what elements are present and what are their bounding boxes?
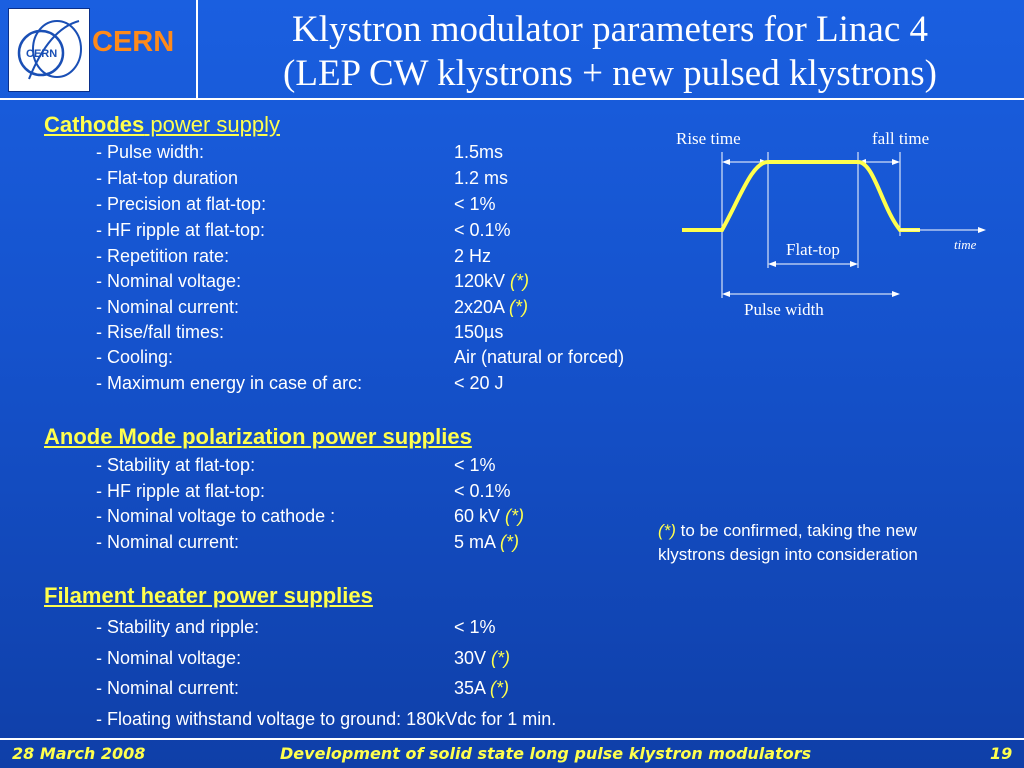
filament-row-value [454,678,509,699]
anode-row-value [454,506,524,527]
cathodes-row-value [454,347,624,368]
anode-heading: Anode Mode polarization power supplies [44,424,472,449]
anode-row-value [454,455,496,476]
anode-row-value-text: < 0.1% [454,481,511,501]
cathodes-row-value-text: 120kV [454,271,511,291]
rise-arrow-head-left [722,159,730,165]
cathodes-row-value-text: 150µs [454,322,504,342]
cathodes-row-value [454,297,528,318]
cathodes-row-value-text: < 1% [454,194,496,214]
rise-time-label: Rise time [676,129,741,148]
anode-row-label: - HF ripple at flat-top: [96,481,266,501]
footer-divider [0,738,1024,740]
fall-arrow-head-right [892,159,900,165]
cathodes-row [96,220,511,241]
slide-footer [0,738,1024,768]
filament-row [96,648,511,669]
filament-row-note: (*) [491,648,511,668]
cathodes-row [96,142,504,163]
cathodes-row-note: (*) [509,297,529,317]
org-name: CERN [92,26,175,58]
cathodes-row-value [454,246,491,267]
filament-row-value-text: 35A [454,678,491,698]
cathodes-row-value-text: 1.2 ms [454,168,509,188]
cathodes-row-value-text: 2 Hz [454,246,492,266]
footer-title: Development of solid state long pulse klystron modulators [280,744,812,763]
cathodes-row-label: - HF ripple at flat-top: [96,220,266,240]
cern-logo-icon [9,9,89,91]
cathodes-row-value [454,322,503,343]
filament-heading: Filament heater power supplies [44,583,373,608]
slide-header [0,0,1024,100]
cathodes-row [96,347,625,368]
cathodes-row-label: - Flat-top duration [96,168,239,188]
filament-row-value-text: 30V [454,648,492,668]
pulse-waveform [682,162,920,230]
header-divider-horizontal [0,98,1024,100]
cathodes-heading-bold: Cathodes [44,112,145,137]
cathodes-heading-rest: power supply [144,112,280,137]
pulse-width-arrow-head-right [892,291,900,297]
anode-row [96,481,511,502]
cathodes-row-value-text: 1.5ms [454,142,504,162]
cathodes-row-label: - Rise/fall times: [96,322,225,342]
cathodes-row-value-text: Air (natural or forced) [454,347,625,367]
cathodes-row-value [454,220,511,241]
flat-top-arrow-head-left [768,261,776,267]
pulse-width-label: Pulse width [744,300,824,319]
anode-row-value [454,532,519,553]
cathodes-row-note: (*) [510,271,530,291]
filament-row-label: - Stability and ripple: [96,617,260,637]
cathodes-row-value [454,271,529,292]
cathodes-row-value [454,194,496,215]
anode-row-note: (*) [505,506,525,526]
cathodes-row-value [454,142,503,163]
anode-row-value-text: < 1% [454,455,496,475]
cathodes-heading [44,112,280,138]
time-axis-label: time [954,237,977,252]
cathodes-row-value [454,168,508,189]
time-axis-arrow [978,227,986,233]
anode-row [96,506,525,527]
cathodes-row [96,373,504,394]
cathodes-row [96,168,509,189]
cathodes-row-label: - Maximum energy in case of arc: [96,373,363,393]
filament-row-label: - Nominal voltage: [96,648,242,668]
anode-row-label: - Nominal voltage to cathode : [96,506,336,526]
cathodes-row [96,271,530,292]
cathodes-row-label: - Cooling: [96,347,174,367]
header-divider-vertical [196,0,198,100]
anode-row-label: - Stability at flat-top: [96,455,256,475]
pulse-diagram [660,118,1000,328]
filament-row-note: (*) [490,678,510,698]
title-line-2: (LEP CW klystrons + new pulsed klystrons) [283,53,937,94]
title-line-1: Klystron modulator parameters for Linac 4 [292,9,928,50]
cathodes-row-label: - Pulse width: [96,142,205,162]
anode-row-value [454,481,511,502]
cathodes-row-label: - Nominal voltage: [96,271,242,291]
cathodes-row [96,194,496,215]
fall-time-label: fall time [872,129,930,148]
pulse-width-arrow-head-left [722,291,730,297]
cathodes-row-label: - Nominal current: [96,297,240,317]
flat-top-label: Flat-top [786,240,840,259]
cathodes-row-value [454,373,504,394]
cathodes-row-label: - Precision at flat-top: [96,194,267,214]
slide-title [200,8,1020,96]
filament-row-value-text: < 1% [454,617,496,637]
anode-row-note: (*) [500,532,520,552]
anode-row [96,532,520,553]
anode-row-value-text: 5 mA [454,532,501,552]
filament-row [96,678,510,699]
flat-top-arrow-head-right [850,261,858,267]
anode-row [96,455,496,476]
cathodes-row-value-text: < 20 J [454,373,504,393]
cathodes-row [96,297,529,318]
anode-row-value-text: 60 kV [454,506,506,526]
filament-row-value [454,617,496,638]
cern-logo [8,8,90,92]
cathodes-row-value-text: < 0.1% [454,220,511,240]
filament-row-value [454,648,510,669]
footnote-text: to be confirmed, taking the new klystrons design into consideration [658,521,918,564]
cathodes-row [96,322,504,343]
filament-row [96,617,496,638]
svg-text:CERN: CERN [26,48,58,60]
cathodes-row-value-text: 2x20A [454,297,510,317]
cathodes-row-label: - Repetition rate: [96,246,230,266]
footer-date: 28 March 2008 [12,744,146,763]
footnote [658,519,988,567]
filament-floating-row: - Floating withstand voltage to ground: 180kVdc for 1 min. [96,709,557,729]
footnote-marker: (*) [658,521,676,540]
cathodes-row [96,246,492,267]
filament-row-label: - Nominal current: [96,678,240,698]
anode-row-label: - Nominal current: [96,532,240,552]
page-number: 19 [990,744,1013,763]
